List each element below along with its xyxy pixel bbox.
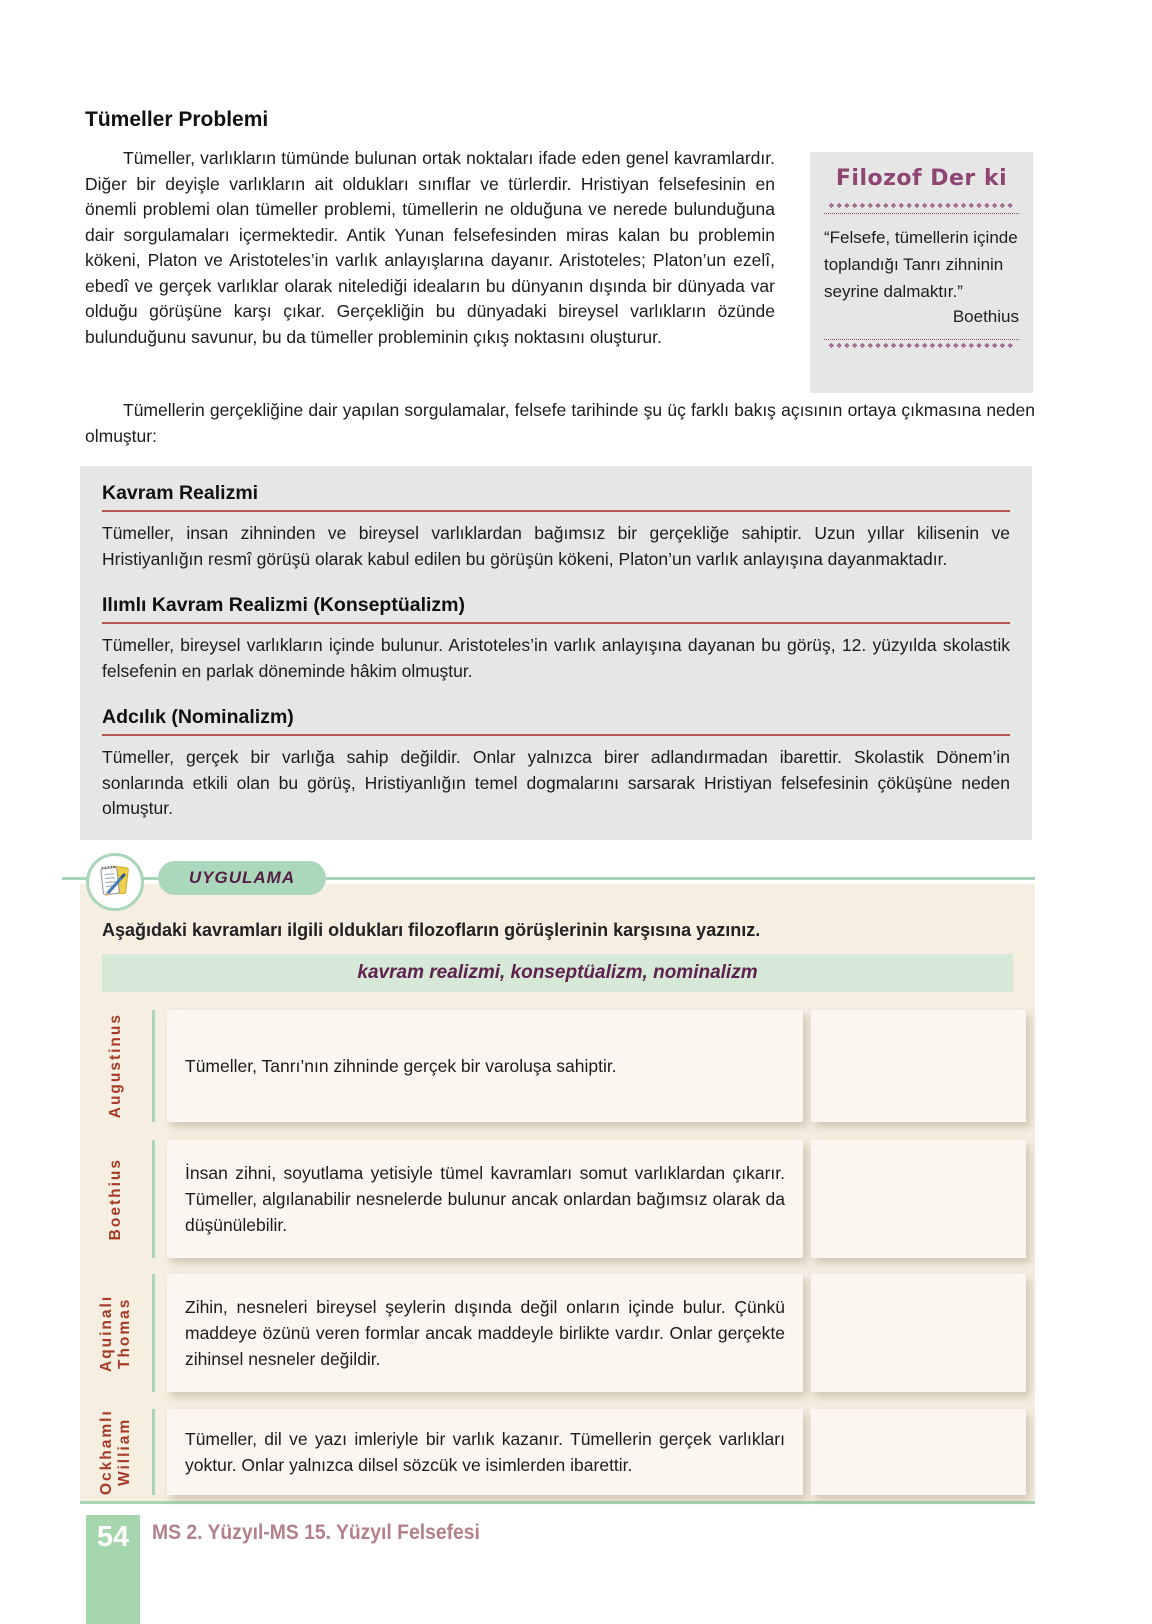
row-divider-line [152, 1140, 155, 1258]
statement-box [167, 1140, 803, 1258]
main-paragraph: Tümeller, varlıkların tümünde bulunan ortak noktaları ifade eden genel kavramlardır. Diğer bir deyişle varlıkların ait oldukları sınıflar ve türlerdir. Hristiyan felsefesinin en önemli problemi olan tümeller problemi, tümellerin ne olduğuna ve nerede bulunduğuna dair sorgulamaları içermektedir. Antik Yunan felsefesinden miras kalan bu problemin kökeni, Platon ve Aristoteles’in varlık anlayışlarına dayanır. Aristoteles; Platon’un ezelî, ebedî ve gerçek varlıklar olarak nitelediği ideaların bu dünyanın dışında bir dünyada var olduğu görüşüne karşı çıkar. Gerçekliğin bu dünyadaki bireysel varlıkların özünde bulunduğunu savunur, bu da tümeller probleminin çıkış noktasını oluşturur. [85, 148, 775, 347]
three-views-box [80, 466, 1032, 840]
answer-box[interactable] [811, 1409, 1026, 1495]
philosopher-name: Boethius [107, 1157, 125, 1241]
keyword-list: kavram realizmi, konseptüalizm, nominalizm [357, 962, 758, 983]
page-title: Tümeller Problemi [85, 108, 269, 131]
activity-row-augustinus [80, 1010, 1035, 1122]
philosopher-name-cell [80, 1010, 152, 1122]
chapter-title: MS 2. Yüzyıl-MS 15. Yüzyıl Felsefesi [152, 1521, 480, 1544]
philosopher-quote-box [810, 152, 1033, 393]
philosopher-box-title: Filozof Der ki [835, 166, 1008, 191]
activity-label-pill [158, 861, 326, 895]
quote-attribution: Boethius [952, 307, 1019, 326]
activity-row-boethius [80, 1140, 1035, 1258]
ornament-divider-top: ❖❖❖❖❖❖❖❖❖❖❖❖❖❖❖❖❖❖❖❖❖❖❖❖ [824, 203, 1019, 214]
activity-instruction: Aşağıdaki kavramları ilgili oldukları filozofların görüşlerinin karşısına yazınız. [102, 920, 761, 940]
philosopher-name-cell [80, 1274, 152, 1392]
statement-box [167, 1274, 803, 1392]
philosopher-name-cell [80, 1409, 152, 1495]
transition-paragraph: Tümellerin gerçekliğine dair yapılan sorgulamalar, felsefe tarihinde şu üç farklı bakış açısının ortaya çıkmasına neden olmuştur: [85, 400, 1035, 446]
view-section-concept-realism [102, 482, 1010, 572]
philosopher-name: Aquinalı Thomas [98, 1294, 133, 1372]
section-heading: Kavram Realizmi [102, 482, 1010, 512]
page-number: 54 [96, 1521, 130, 1553]
activity-label: UYGULAMA [188, 868, 296, 887]
row-divider-line [152, 1274, 155, 1392]
activity-panel [80, 884, 1035, 1504]
row-divider-line [152, 1409, 155, 1495]
philosopher-quote: “Felsefe, tümellerin içinde toplandığı Tanrı zihninin seyrine dalmaktır.” [824, 228, 1018, 301]
statement-box [167, 1010, 803, 1122]
row-divider-line [152, 1010, 155, 1122]
activity-rows [80, 1010, 1035, 1495]
statement-text: Zihin, nesneleri bireysel şeylerin dışında değil onların içinde bulur. Çünkü maddeye özünü veren formlar ancak maddeyle birlikte vardır. Onlar gerçekte zihinsel nesneler değildir. [185, 1297, 785, 1369]
philosopher-name: Augustinus [107, 1013, 125, 1119]
activity-row-aquinas [80, 1274, 1035, 1392]
section-body: Tümeller, insan zihninden ve bireysel varlıklardan bağımsız bir gerçekliğe sahiptir. Uzun yıllar kilisenin ve Hristiyanlığın resmî görüşü olarak kabul edilen bu görüşün kökeni, Platon’un varlık anlayışına dayanmaktadır. [102, 523, 1010, 569]
section-body: Tümeller, bireysel varlıkların içinde bulunur. Aristoteles’in varlık anlayışına dayanan bu görüş, 12. yüzyılda skolastik felsefenin en parlak döneminde hâkim olmuştur. [102, 635, 1010, 681]
statement-box [167, 1409, 803, 1495]
philosopher-name-cell [80, 1140, 152, 1258]
view-section-nominalism [102, 706, 1010, 822]
answer-box[interactable] [811, 1274, 1026, 1392]
keyword-bar [102, 954, 1013, 992]
philosopher-name: Ockhamlı William [98, 1409, 133, 1495]
page-number-badge [86, 1515, 140, 1624]
view-section-conceptualism [102, 594, 1010, 684]
section-heading: Adcılık (Nominalizm) [102, 706, 1010, 736]
ornament-divider-bottom: ❖❖❖❖❖❖❖❖❖❖❖❖❖❖❖❖❖❖❖❖❖❖❖❖ [824, 339, 1019, 350]
answer-box[interactable] [811, 1010, 1026, 1122]
statement-text: Tümeller, dil ve yazı imleriyle bir varlık kazanır. Tümellerin gerçek varlıkları yoktur. Onlar yalnızca dilsel sözcük ve isimlerden ibarettir. [185, 1429, 785, 1475]
statement-text: Tümeller, Tanrı’nın zihninde gerçek bir varoluşa sahiptir. [185, 1056, 617, 1076]
activity-row-ockham [80, 1409, 1035, 1495]
statement-text: İnsan zihni, soyutlama yetisiyle tümel kavramları somut varlıklardan çıkarır. Tümeller, algılanabilir nesnelerde bulunur ancak onlardan bağımsız olarak da düşünülebilir. [185, 1163, 785, 1235]
answer-box[interactable] [811, 1140, 1026, 1258]
section-heading: Ilımlı Kavram Realizmi (Konseptüalizm) [102, 594, 1010, 624]
section-body: Tümeller, gerçek bir varlığa sahip değildir. Onlar yalnızca birer adlandırmadan ibarettir. Skolastik Dönem’in sonlarında etkili olan bu görüş, Hristiyanlığın temel dogmalarını sarsarak Hristiyan felsefesinin çöküşüne neden olmuştur. [102, 747, 1010, 818]
notepad-pencil-icon [86, 853, 144, 911]
